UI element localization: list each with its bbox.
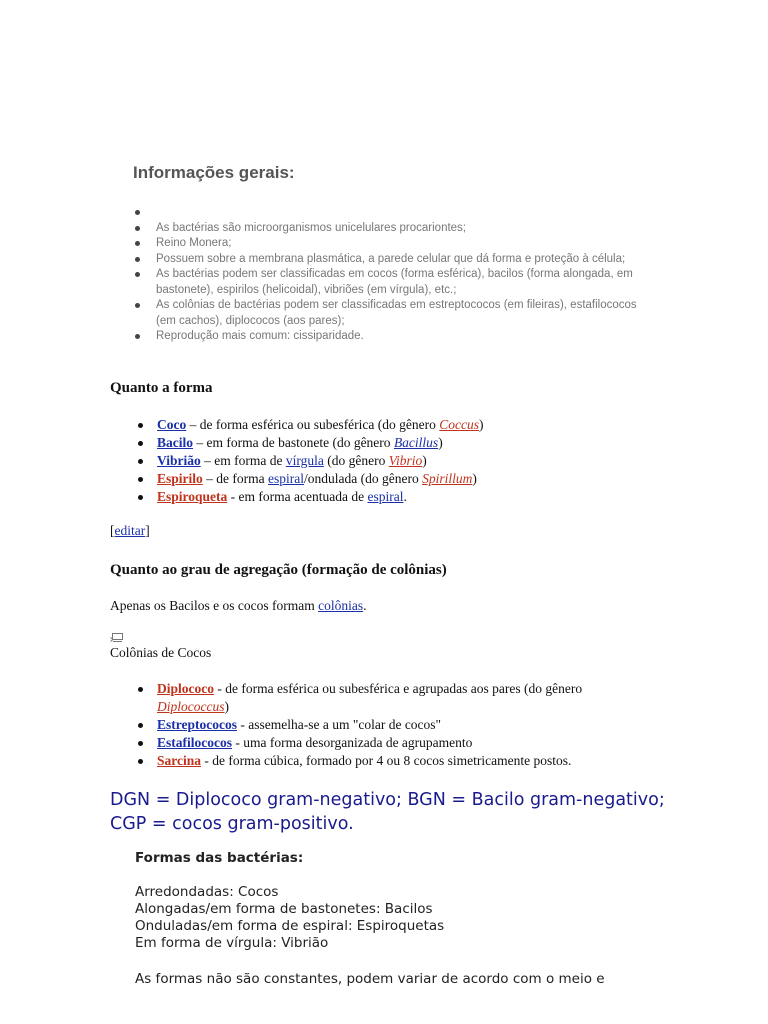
list-item-diplococo [133, 680, 663, 716]
agregacao-text: Apenas os Bacilos e os cocos formam [110, 598, 319, 613]
bacillus-link[interactable]: Bacillus [393, 435, 439, 450]
list-item-espirilo [133, 470, 653, 488]
list-item-estafilococos [133, 734, 663, 752]
formas-heading: Formas das bactérias: [135, 850, 304, 866]
formas-line: Onduladas/em forma de espiral: Espiroquetas [135, 918, 445, 934]
edit-section [110, 523, 150, 539]
espirilo-close: ) [472, 471, 477, 486]
forma-heading: Quanto a forma [110, 380, 213, 396]
espiroqueta-link[interactable]: Espiroqueta [157, 489, 228, 504]
list-item [134, 205, 654, 221]
info-heading: Informações gerais: [133, 163, 295, 182]
diplococo-desc: - de forma esférica ou subesférica e agrupadas aos pares (do gênero [214, 681, 583, 696]
virgula-link[interactable]: vírgula [285, 453, 324, 468]
agregacao-end: . [363, 598, 367, 613]
bacilo-link[interactable]: Bacilo [157, 435, 193, 450]
bacilo-close: ) [438, 435, 443, 450]
espiroqueta-close: . [403, 489, 407, 504]
list-item-sarcina [133, 752, 663, 770]
vibriao-link[interactable]: Vibrião [157, 453, 201, 468]
formas-line: Em forma de vírgula: Vibrião [135, 935, 329, 951]
list-item: Possuem sobre a membrana plasmática, a parede celular que dá forma e proteção à célula; [134, 252, 654, 268]
coco-desc: – de forma esférica ou subesférica (do gênero [186, 417, 440, 432]
list-item-vibriao [133, 452, 653, 470]
list-item: Reino Monera; [134, 236, 654, 252]
espirilo-link[interactable]: Espirilo [157, 471, 203, 486]
edit-close: ] [145, 523, 150, 538]
formas-note: As formas não são constantes, podem variar de acordo com o meio e [135, 971, 605, 987]
diplococo-link[interactable]: Diplococo [157, 681, 214, 696]
coco-link[interactable]: Coco [157, 417, 187, 432]
espiral-link-2[interactable]: espiral [367, 489, 404, 504]
coco-close: ) [479, 417, 484, 432]
broken-image-icon[interactable] [110, 632, 124, 643]
image-caption: Colônias de Cocos [110, 645, 212, 660]
list-item: As colônias de bactérias podem ser classificadas em estreptococos (em fileiras), estafilococos (em cachos), diplococos (aos pares); [134, 298, 654, 329]
list-item: As bactérias são microorganismos unicelulares procariontes; [134, 221, 654, 237]
estreptococos-link[interactable]: Estreptococos [157, 717, 237, 732]
formas-list [135, 884, 675, 952]
list-item: As bactérias podem ser classificadas em cocos (forma esférica), bacilos (forma alongada, em bastonete), espirilos (helicoidal), vibriões (em vírgula), etc.; [134, 267, 654, 298]
bacilo-desc: – em forma de bastonete (do gênero [193, 435, 394, 450]
edit-link[interactable]: editar [114, 523, 146, 538]
formas-line: Alongadas/em forma de bastonetes: Bacilos [135, 901, 433, 917]
estafilococos-link[interactable]: Estafilococos [157, 735, 232, 750]
estafilococos-desc: - uma forma desorganizada de agrupamento [232, 735, 473, 750]
list-item: Reprodução mais comum: cissiparidade. [134, 329, 654, 345]
estreptococos-desc: - assemelha-se a um "colar de cocos" [237, 717, 442, 732]
agregacao-paragraph [110, 598, 366, 614]
diplococcus-link[interactable]: Diplococcus [157, 699, 225, 714]
agregacao-heading: Quanto ao grau de agregação (formação de colônias) [110, 562, 447, 578]
spirillum-link[interactable]: Spirillum [422, 471, 473, 486]
list-item-espiroqueta [133, 488, 653, 506]
espirilo-desc: – de forma [202, 471, 268, 486]
vibriao-desc2: (do gênero [323, 453, 389, 468]
colonias-list [133, 680, 663, 770]
list-item-coco [133, 416, 653, 434]
forma-list [133, 416, 653, 506]
vibriao-close: ) [422, 453, 427, 468]
list-item-estreptococos [133, 716, 663, 734]
list-item-bacilo [133, 434, 653, 452]
formas-line: Arredondadas: Cocos [135, 884, 279, 900]
coccus-link[interactable]: Coccus [439, 417, 480, 432]
vibrio-link[interactable]: Vibrio [388, 453, 423, 468]
espirilo-desc2: /ondulada (do gênero [304, 471, 423, 486]
sarcina-desc: - de forma cúbica, formado por 4 ou 8 cocos simetricamente postos. [201, 753, 572, 768]
sarcina-link[interactable]: Sarcina [157, 753, 202, 768]
espiral-link[interactable]: espiral [268, 471, 304, 486]
vibriao-desc: – em forma de [200, 453, 286, 468]
diplococo-close: ) [224, 699, 229, 714]
colonias-link[interactable]: colônias [318, 598, 364, 613]
abbreviations-paragraph: DGN = Diplococo gram-negativo; BGN = Bacilo gram-negativo; CGP = cocos gram-positivo. [110, 790, 665, 834]
info-list [134, 205, 654, 345]
espiroqueta-desc: - em forma acentuada de [227, 489, 368, 504]
edit-open: [ [110, 523, 115, 538]
